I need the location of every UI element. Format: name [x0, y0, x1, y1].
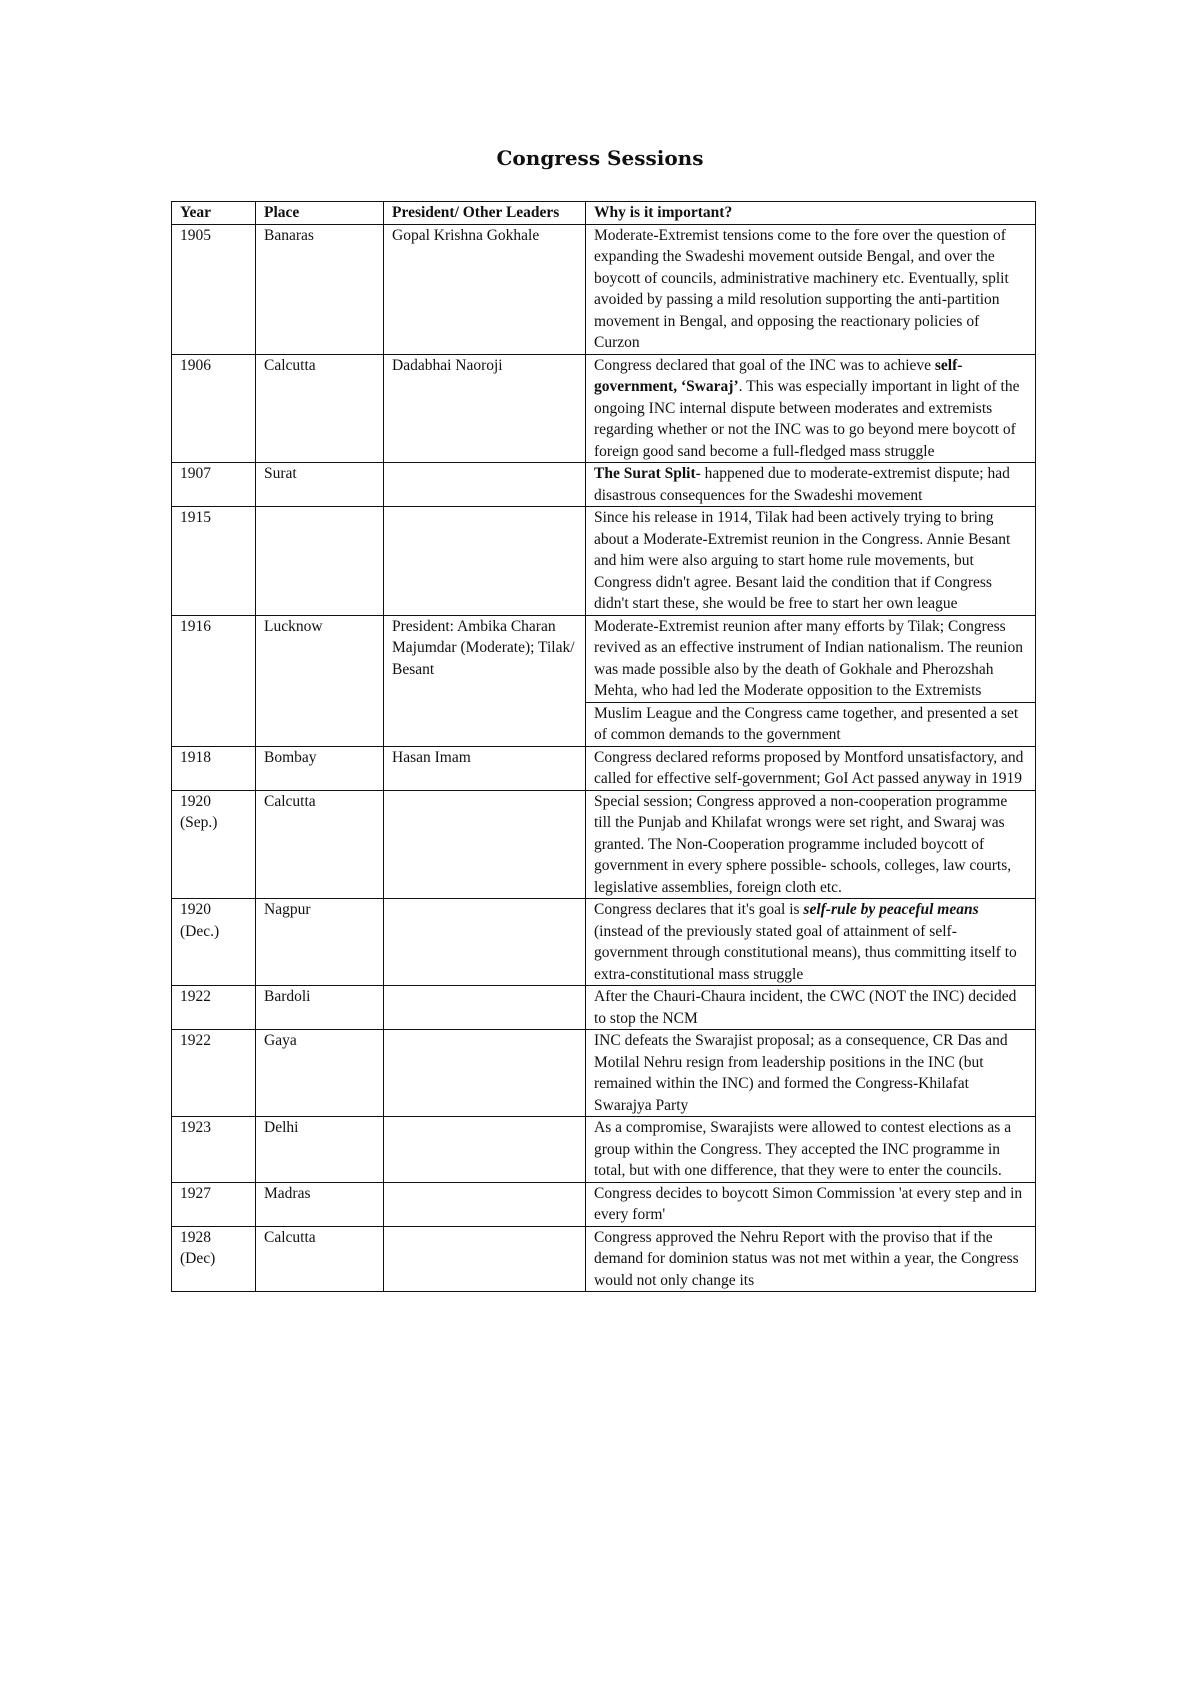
page-title: Congress Sessions	[496, 146, 704, 170]
cell-importance	[586, 463, 1036, 507]
cell-year: 1927	[172, 1182, 256, 1226]
table-row	[172, 507, 1036, 616]
header-place: Place	[256, 202, 384, 225]
cell-place: Nagpur	[256, 899, 384, 986]
cell-place	[256, 507, 384, 616]
importance-text-segment: INC defeats the Swarajist proposal; as a consequence, CR Das and Motilal Nehru resign from leadership positions in the INC (but remained within the INC) and formed the Congress-Khilafat Swarajya Party	[594, 1032, 1008, 1114]
cell-president	[384, 1030, 586, 1117]
cell-year: 1920 (Dec.)	[172, 899, 256, 986]
table-body	[172, 224, 1036, 1292]
cell-importance	[586, 1226, 1036, 1292]
cell-president	[384, 899, 586, 986]
cell-place: Delhi	[256, 1117, 384, 1183]
cell-importance	[586, 746, 1036, 790]
cell-year: 1922	[172, 1030, 256, 1117]
table-row	[172, 224, 1036, 354]
cell-year: 1923	[172, 1117, 256, 1183]
cell-importance	[586, 224, 1036, 354]
header-president: President/ Other Leaders	[384, 202, 586, 225]
importance-text-segment: (instead of the previously stated goal of attainment of self-government through constitutional means), thus committing itself to extra-constitutional mass struggle	[594, 922, 1017, 983]
table-row	[172, 790, 1036, 899]
importance-text-segment: Since his release in 1914, Tilak had been actively trying to bring about a Moderate-Extremist reunion in the Congress. Annie Besant and him were also arguing to start home rule movements, but Congress didn't agree. Besant laid the condition that if Congress didn't start these, she would be free to start her own league	[594, 509, 1011, 612]
cell-president	[384, 1226, 586, 1292]
cell-president	[384, 1117, 586, 1183]
cell-year: 1920 (Sep.)	[172, 790, 256, 899]
cell-president: Gopal Krishna Gokhale	[384, 224, 586, 354]
table-row	[172, 899, 1036, 986]
importance-text-segment: Moderate-Extremist tensions come to the fore over the question of expanding the Swadeshi movement outside Bengal, and over the boycott of councils, administrative machinery etc. Eventually, split avoided by passing a mild resolution supporting the anti-partition movement in Bengal, and opposing the reactionary policies of Curzon	[594, 226, 1009, 351]
cell-place: Calcutta	[256, 790, 384, 899]
cell-place: Calcutta	[256, 354, 384, 463]
table-row	[172, 1226, 1036, 1292]
importance-text-segment: Congress approved the Nehru Report with the proviso that if the demand for dominion status was not met within a year, the Congress would not only change its	[594, 1228, 1019, 1289]
cell-place: Bombay	[256, 746, 384, 790]
cell-president	[384, 986, 586, 1030]
header-year: Year	[172, 202, 256, 225]
cell-president	[384, 1182, 586, 1226]
cell-importance	[586, 1030, 1036, 1117]
cell-year: 1906	[172, 354, 256, 463]
table-row	[172, 1117, 1036, 1183]
table-row	[172, 986, 1036, 1030]
importance-text-segment: After the Chauri-Chaura incident, the CWC (NOT the INC) decided to stop the NCM	[594, 988, 1017, 1027]
cell-place: Banaras	[256, 224, 384, 354]
table-row	[172, 1182, 1036, 1226]
cell-year: 1907	[172, 463, 256, 507]
importance-text-segment: Moderate-Extremist reunion after many efforts by Tilak; Congress revived as an effective instrument of Indian nationalism. The reunion was made possible also by the death of Gokhale and Pherozshah Mehta, who had led the Moderate opposition to the Extremists	[594, 617, 1023, 699]
cell-importance	[586, 1117, 1036, 1183]
importance-text-segment: As a compromise, Swarajists were allowed to contest elections as a group within the Congress. They accepted the INC programme in total, but with one difference, that they were to enter the councils.	[594, 1119, 1012, 1179]
importance-text-segment: self-rule by peaceful means	[803, 901, 979, 918]
cell-importance	[586, 790, 1036, 899]
cell-president: Hasan Imam	[384, 746, 586, 790]
cell-importance	[586, 702, 1036, 746]
table-row	[172, 746, 1036, 790]
cell-importance	[586, 354, 1036, 463]
cell-year: 1916	[172, 615, 256, 746]
table-row	[172, 615, 1036, 702]
cell-president: President: Ambika Charan Majumdar (Moderate); Tilak/ Besant	[384, 615, 586, 746]
cell-importance	[586, 1182, 1036, 1226]
cell-importance	[586, 507, 1036, 616]
cell-year: 1905	[172, 224, 256, 354]
cell-place: Madras	[256, 1182, 384, 1226]
importance-text-segment: Congress declared reforms proposed by Montford unsatisfactory, and called for effective self-government; GoI Act passed anyway in 1919	[594, 748, 1024, 787]
congress-sessions-table	[171, 201, 1036, 1292]
table-header-row	[172, 202, 1036, 225]
importance-text-segment: self-government, ‘Swaraj’	[594, 356, 963, 395]
cell-place: Surat	[256, 463, 384, 507]
cell-place: Calcutta	[256, 1226, 384, 1292]
importance-text-segment: Congress decides to boycott Simon Commission 'at every step and in every form'	[594, 1184, 1023, 1223]
importance-text-segment: Congress declared that goal of the INC was to achieve	[594, 356, 935, 374]
importance-text-segment: Muslim League and the Congress came together, and presented a set of common demands to the government	[594, 704, 1019, 743]
cell-importance	[586, 615, 1036, 702]
cell-year: 1928 (Dec)	[172, 1226, 256, 1292]
header-importance: Why is it important?	[586, 202, 1036, 225]
cell-place: Bardoli	[256, 986, 384, 1030]
importance-text-segment: The Surat Split	[594, 465, 696, 482]
importance-text-segment: Special session; Congress approved a non-cooperation programme till the Punjab and Khilafat wrongs were set right, and Swaraj was granted. The Non-Cooperation programme included boycott of government in every sphere possible- schools, colleges, law courts, legislative assemblies, foreign cloth etc.	[594, 792, 1012, 896]
cell-place: Lucknow	[256, 615, 384, 746]
cell-year: 1915	[172, 507, 256, 616]
cell-importance	[586, 986, 1036, 1030]
cell-place: Gaya	[256, 1030, 384, 1117]
importance-text-segment: . This was especially important in light of the ongoing INC internal dispute between moderates and extremists regarding whether or not the INC was to go beyond mere boycott of foreign good sand become a full-fledged mass struggle	[594, 378, 1020, 460]
cell-president	[384, 790, 586, 899]
cell-year: 1922	[172, 986, 256, 1030]
cell-president: Dadabhai Naoroji	[384, 354, 586, 463]
table-row	[172, 1030, 1036, 1117]
cell-president	[384, 463, 586, 507]
table-row	[172, 463, 1036, 507]
table-row	[172, 354, 1036, 463]
cell-year: 1918	[172, 746, 256, 790]
cell-importance	[586, 899, 1036, 986]
cell-president	[384, 507, 586, 616]
importance-text-segment: Congress declares that it's goal is	[594, 901, 804, 918]
importance-text-segment: - happened due to moderate-extremist dispute; had disastrous consequences for the Swadeshi movement	[594, 465, 1010, 504]
